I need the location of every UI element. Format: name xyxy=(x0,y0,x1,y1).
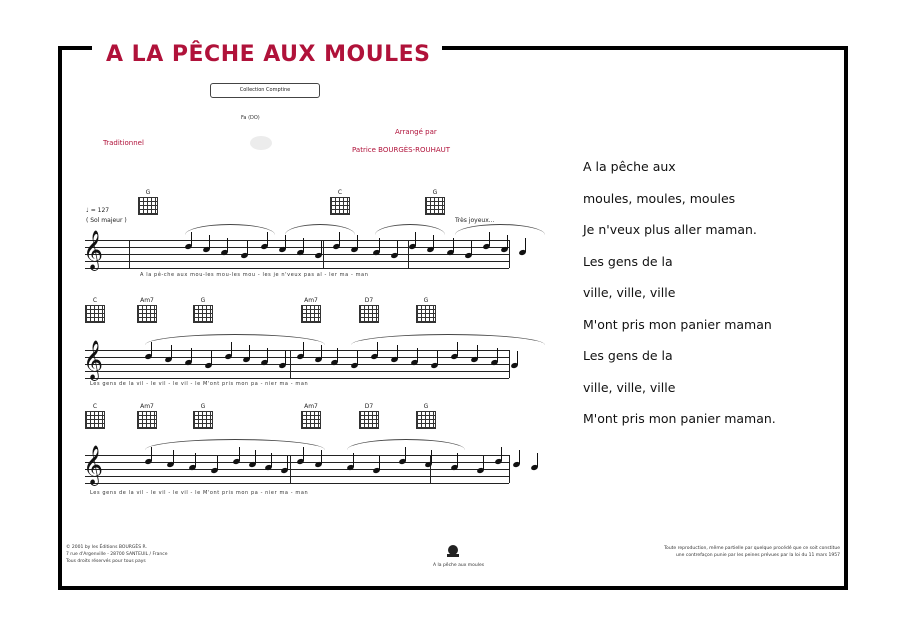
chord-name: Am7 xyxy=(304,297,318,304)
note-stem xyxy=(437,351,438,365)
treble-clef-icon: 𝄞 xyxy=(83,340,104,380)
note-stem xyxy=(519,450,520,464)
chord-name: G xyxy=(423,403,429,410)
lyrics-line: Les gens de la vil - le vil - le vil - le M'ont pris mon pa - nier ma - man xyxy=(90,381,309,387)
note-stem xyxy=(337,348,338,362)
chord-name: D7 xyxy=(364,297,374,304)
note-stem xyxy=(357,351,358,365)
copyright-line: © 2001 by les Éditions BOURGÈS R. xyxy=(66,545,147,550)
copyright-line: Tous droits réservés pour tous pays xyxy=(66,559,146,564)
note-stem xyxy=(249,345,250,359)
note-stem xyxy=(497,348,498,362)
staff-line xyxy=(85,371,509,372)
chord-grid xyxy=(425,197,445,215)
chord-grid xyxy=(193,411,213,429)
frame-right xyxy=(844,46,848,590)
arranged-label: Arrangé par xyxy=(395,128,437,136)
note-stem xyxy=(267,348,268,362)
note-stem xyxy=(209,235,210,249)
verse-line: Les gens de la xyxy=(583,348,673,363)
note-stem xyxy=(483,456,484,470)
note-stem xyxy=(321,241,322,255)
note-stem xyxy=(227,238,228,252)
arranger-name: Patrice BOURGÈS-ROUHAUT xyxy=(352,146,451,154)
tempo-word: Très joyeux... xyxy=(455,217,495,224)
note-stem xyxy=(457,453,458,467)
chord-diagram xyxy=(356,402,382,429)
bar-line xyxy=(129,240,130,268)
chord-grid xyxy=(359,305,379,323)
copyright-line: 7 rue d'Argenville - 28700 SANTEUIL / France xyxy=(66,552,168,557)
note-stem xyxy=(353,453,354,467)
composer-traditional: Traditionnel xyxy=(103,139,144,147)
staff-line xyxy=(85,476,509,477)
copyright xyxy=(66,544,167,565)
music-staff xyxy=(83,230,509,270)
note-stem xyxy=(501,447,502,461)
chord-diagram xyxy=(298,296,324,323)
note-stem xyxy=(433,235,434,249)
note-stem xyxy=(379,456,380,470)
chord-grid xyxy=(138,197,158,215)
verse-line: ville, ville, ville xyxy=(583,379,676,395)
bar-line xyxy=(509,240,510,268)
note-stem xyxy=(321,450,322,464)
chord-grid xyxy=(193,305,213,323)
note-stem xyxy=(255,450,256,464)
treble-clef-icon: 𝄞 xyxy=(83,230,104,270)
chord-diagram xyxy=(134,296,160,323)
music-staff xyxy=(83,340,509,380)
chord-name: D7 xyxy=(364,403,374,410)
chord-grid xyxy=(85,305,105,323)
chord-diagram xyxy=(82,402,108,429)
chord-grid xyxy=(301,411,321,429)
chord-name: G xyxy=(432,189,438,196)
verse-line: Je n'veux plus aller maman. xyxy=(583,222,757,237)
note-stem xyxy=(285,351,286,365)
chord-diagram xyxy=(413,402,439,429)
note-stem xyxy=(525,238,526,252)
chord-diagram xyxy=(82,296,108,323)
note-stem xyxy=(517,351,518,365)
chord-grid xyxy=(330,197,350,215)
note-stem xyxy=(173,450,174,464)
bar-line xyxy=(290,350,291,378)
chord-grid xyxy=(416,411,436,429)
note-stem xyxy=(217,456,218,470)
note-stem xyxy=(417,348,418,362)
note-stem xyxy=(471,241,472,255)
key-graphic xyxy=(250,136,272,150)
note-stem xyxy=(379,238,380,252)
chord-name: G xyxy=(200,297,206,304)
chord-grid xyxy=(137,411,157,429)
bar-line xyxy=(323,240,324,268)
staff-line xyxy=(85,350,509,351)
staff-line xyxy=(85,240,509,241)
key-text: Fa (DO) xyxy=(241,115,260,121)
tempo-value: ♩ = 127 xyxy=(86,207,110,214)
note-stem xyxy=(285,235,286,249)
collection-badge: Collection Comptine xyxy=(210,83,320,98)
note-stem xyxy=(271,453,272,467)
chord-name: Am7 xyxy=(304,403,318,410)
note-stem xyxy=(431,450,432,464)
chord-diagram xyxy=(422,188,448,215)
note-stem xyxy=(477,345,478,359)
staff-line xyxy=(85,247,509,248)
chord-diagram xyxy=(135,188,161,215)
staff-line xyxy=(85,469,509,470)
chord-diagram xyxy=(190,402,216,429)
tempo-marking xyxy=(86,206,127,226)
note-stem xyxy=(321,345,322,359)
publisher-logo-icon xyxy=(444,543,462,559)
staff-line xyxy=(85,364,509,365)
bar-line xyxy=(509,455,510,483)
chord-diagram xyxy=(298,402,324,429)
note-stem xyxy=(247,241,248,255)
frame-top-left xyxy=(58,46,92,50)
lyrics-line: Les gens de la vil - le vil - le vil - le M'ont pris mon pa - nier ma - man xyxy=(90,490,309,496)
verse-line: A la pêche aux xyxy=(583,159,676,174)
chord-name: Am7 xyxy=(140,403,154,410)
note-stem xyxy=(171,345,172,359)
note-stem xyxy=(537,453,538,467)
chord-grid xyxy=(137,305,157,323)
chord-diagram xyxy=(327,188,353,215)
bar-line xyxy=(290,455,291,483)
verse-line: M'ont pris mon panier maman xyxy=(583,316,772,332)
chord-name: C xyxy=(92,403,98,410)
note-stem xyxy=(287,456,288,470)
note-stem xyxy=(195,453,196,467)
lyrics-line: A la pê-che aux mou-les mou-les mou - les je n'veux pas al - ler ma - man xyxy=(140,272,369,278)
note-stem xyxy=(507,235,508,249)
verse-line: ville, ville, ville xyxy=(583,285,676,300)
chord-diagram xyxy=(413,296,439,323)
frame-bottom xyxy=(58,586,848,590)
frame-top-right xyxy=(442,46,848,50)
staff-line xyxy=(85,455,509,456)
note-stem xyxy=(211,351,212,365)
chord-grid xyxy=(416,305,436,323)
chord-name: C xyxy=(337,189,343,196)
staff-line xyxy=(85,261,509,262)
chord-name: Am7 xyxy=(140,297,154,304)
chord-name: C xyxy=(92,297,98,304)
verse-text xyxy=(583,157,776,441)
staff-line xyxy=(85,378,509,379)
staff-line xyxy=(85,483,509,484)
verse-line: Les gens de la xyxy=(583,253,673,269)
verse-line: moules, moules, moules xyxy=(583,190,736,206)
music-staff xyxy=(83,445,509,485)
chord-diagram xyxy=(134,402,160,429)
bar-line xyxy=(509,350,510,378)
logo-caption: A la pêche aux moules xyxy=(433,563,485,568)
chord-diagram xyxy=(190,296,216,323)
note-stem xyxy=(397,345,398,359)
chord-grid xyxy=(301,305,321,323)
chord-name: G xyxy=(423,297,429,304)
song-title: A LA PÊCHE AUX MOULES xyxy=(100,42,436,67)
chord-grid xyxy=(85,411,105,429)
staff-line xyxy=(85,268,509,269)
tempo-key: ( Sol majeur ) xyxy=(86,217,127,224)
note-stem xyxy=(303,238,304,252)
frame-left xyxy=(58,46,62,590)
note-stem xyxy=(453,238,454,252)
note-stem xyxy=(397,241,398,255)
legal-notice: Toute reproduction, même partielle par quelque procédé que ce soit constitue une contrefaçon punie par les peines prévues par la loi du 11 mars 1957 xyxy=(664,546,840,558)
note-stem xyxy=(357,235,358,249)
chord-name: G xyxy=(200,403,206,410)
chord-name: G xyxy=(145,189,151,196)
verse-line: M'ont pris mon panier maman. xyxy=(583,411,776,426)
treble-clef-icon: 𝄞 xyxy=(83,445,104,485)
chord-diagram xyxy=(356,296,382,323)
note-stem xyxy=(191,348,192,362)
chord-grid xyxy=(359,411,379,429)
